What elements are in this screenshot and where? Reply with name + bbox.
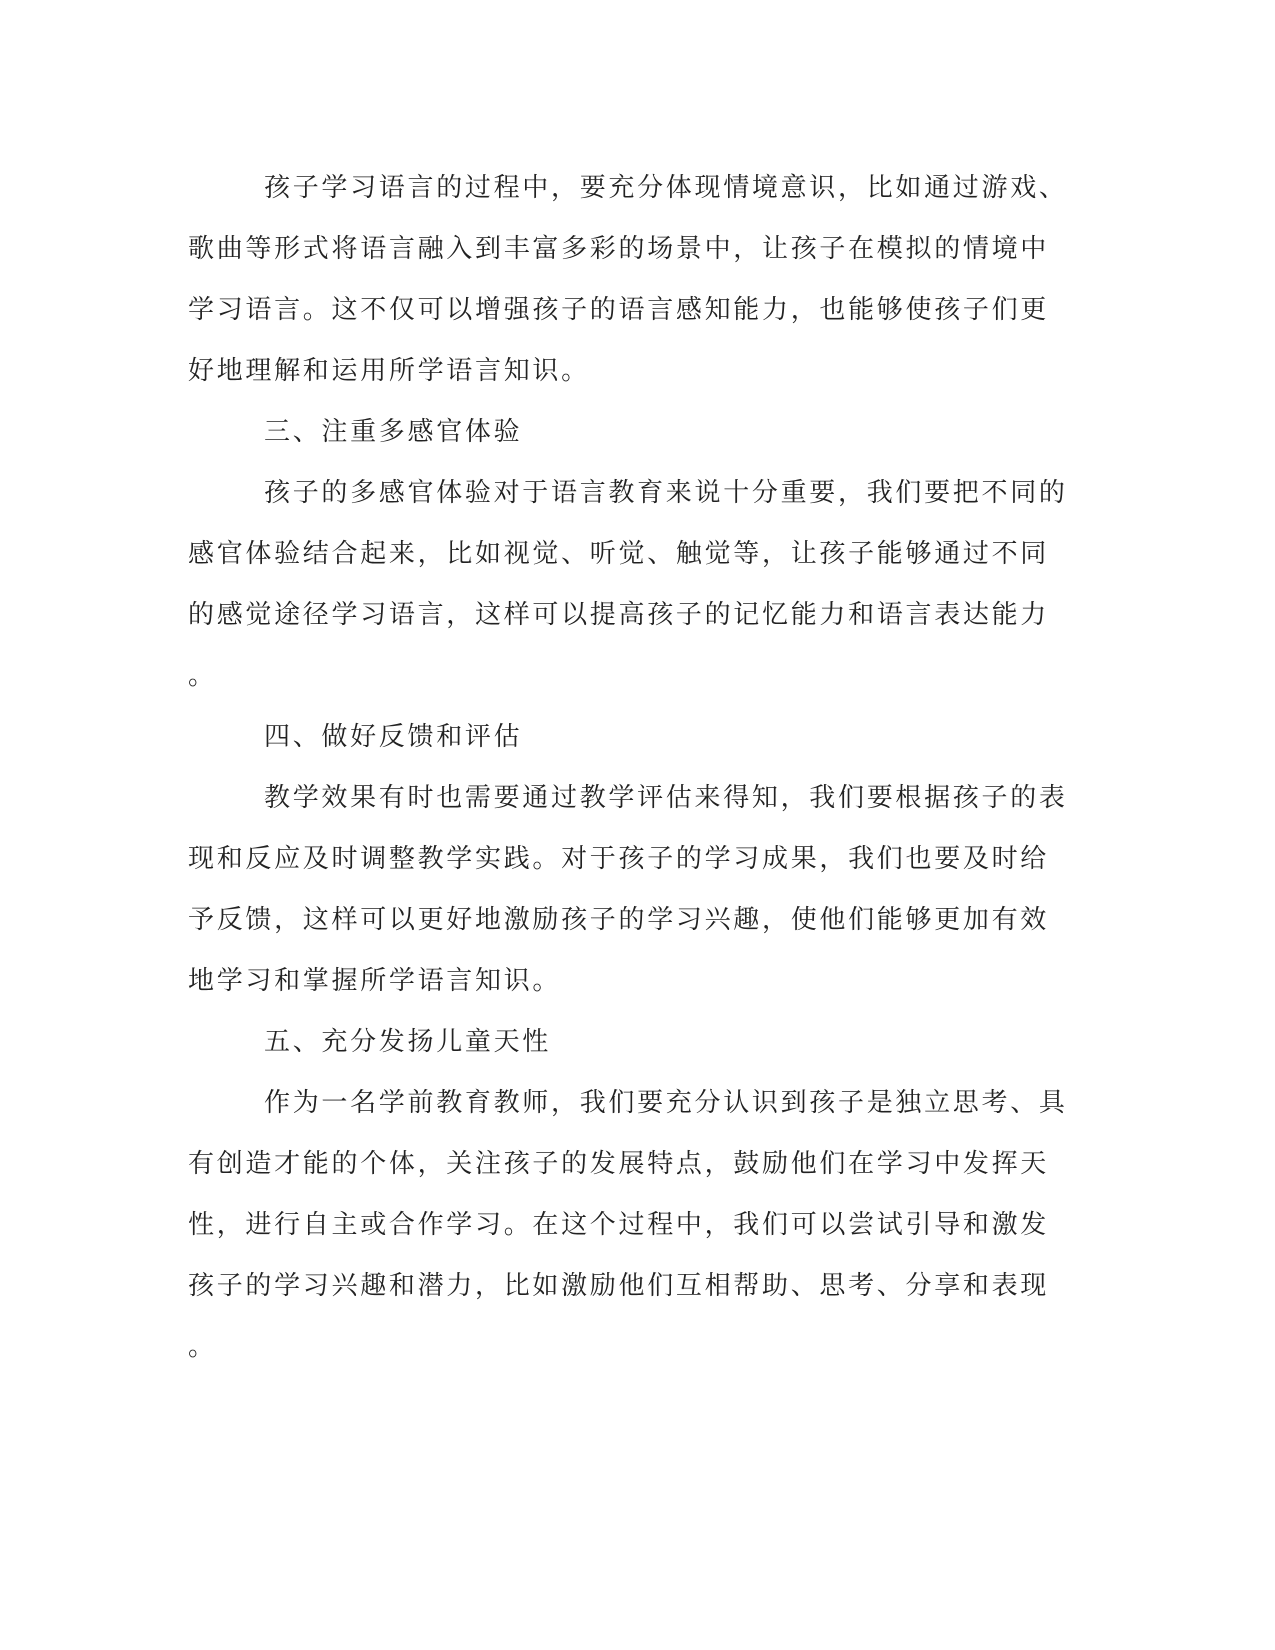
body-line: 予反馈，这样可以更好地激励孩子的学习兴趣，使他们能够更加有效: [188, 905, 1050, 935]
body-line: 。: [188, 661, 217, 691]
body-line: 孩子的多感官体验对于语言教育来说十分重要，我们要把不同的: [264, 478, 1068, 508]
body-line: 现和反应及时调整教学实践。对于孩子的学习成果，我们也要及时给: [188, 844, 1050, 874]
body-line: 性，进行自主或合作学习。在这个过程中，我们可以尝试引导和激发: [188, 1210, 1050, 1240]
body-line: 地学习和掌握所学语言知识。: [188, 966, 562, 996]
document-body: [188, 158, 1083, 1378]
body-line: 歌曲等形式将语言融入到丰富多彩的场景中，让孩子在模拟的情境中: [188, 234, 1050, 264]
body-line: 的感觉途径学习语言，这样可以提高孩子的记忆能力和语言表达能力: [188, 600, 1050, 630]
body-line: 作为一名学前教育教师，我们要充分认识到孩子是独立思考、具: [264, 1088, 1068, 1118]
body-line: 。: [188, 1332, 217, 1362]
section-heading: 三、注重多感官体验: [264, 417, 523, 447]
body-line: 感官体验结合起来，比如视觉、听觉、触觉等，让孩子能够通过不同: [188, 539, 1050, 569]
section-heading: 四、做好反馈和评估: [264, 722, 523, 752]
body-line: 学习语言。这不仅可以增强孩子的语言感知能力，也能够使孩子们更: [188, 295, 1050, 325]
body-line: 教学效果有时也需要通过教学评估来得知，我们要根据孩子的表: [264, 783, 1068, 813]
body-line: 孩子学习语言的过程中，要充分体现情境意识，比如通过游戏、: [264, 173, 1068, 203]
body-line: 有创造才能的个体，关注孩子的发展特点，鼓励他们在学习中发挥天: [188, 1149, 1050, 1179]
body-line: 孩子的学习兴趣和潜力，比如激励他们互相帮助、思考、分享和表现: [188, 1271, 1050, 1301]
body-line: 好地理解和运用所学语言知识。: [188, 356, 590, 386]
section-heading: 五、充分发扬儿童天性: [264, 1027, 552, 1057]
